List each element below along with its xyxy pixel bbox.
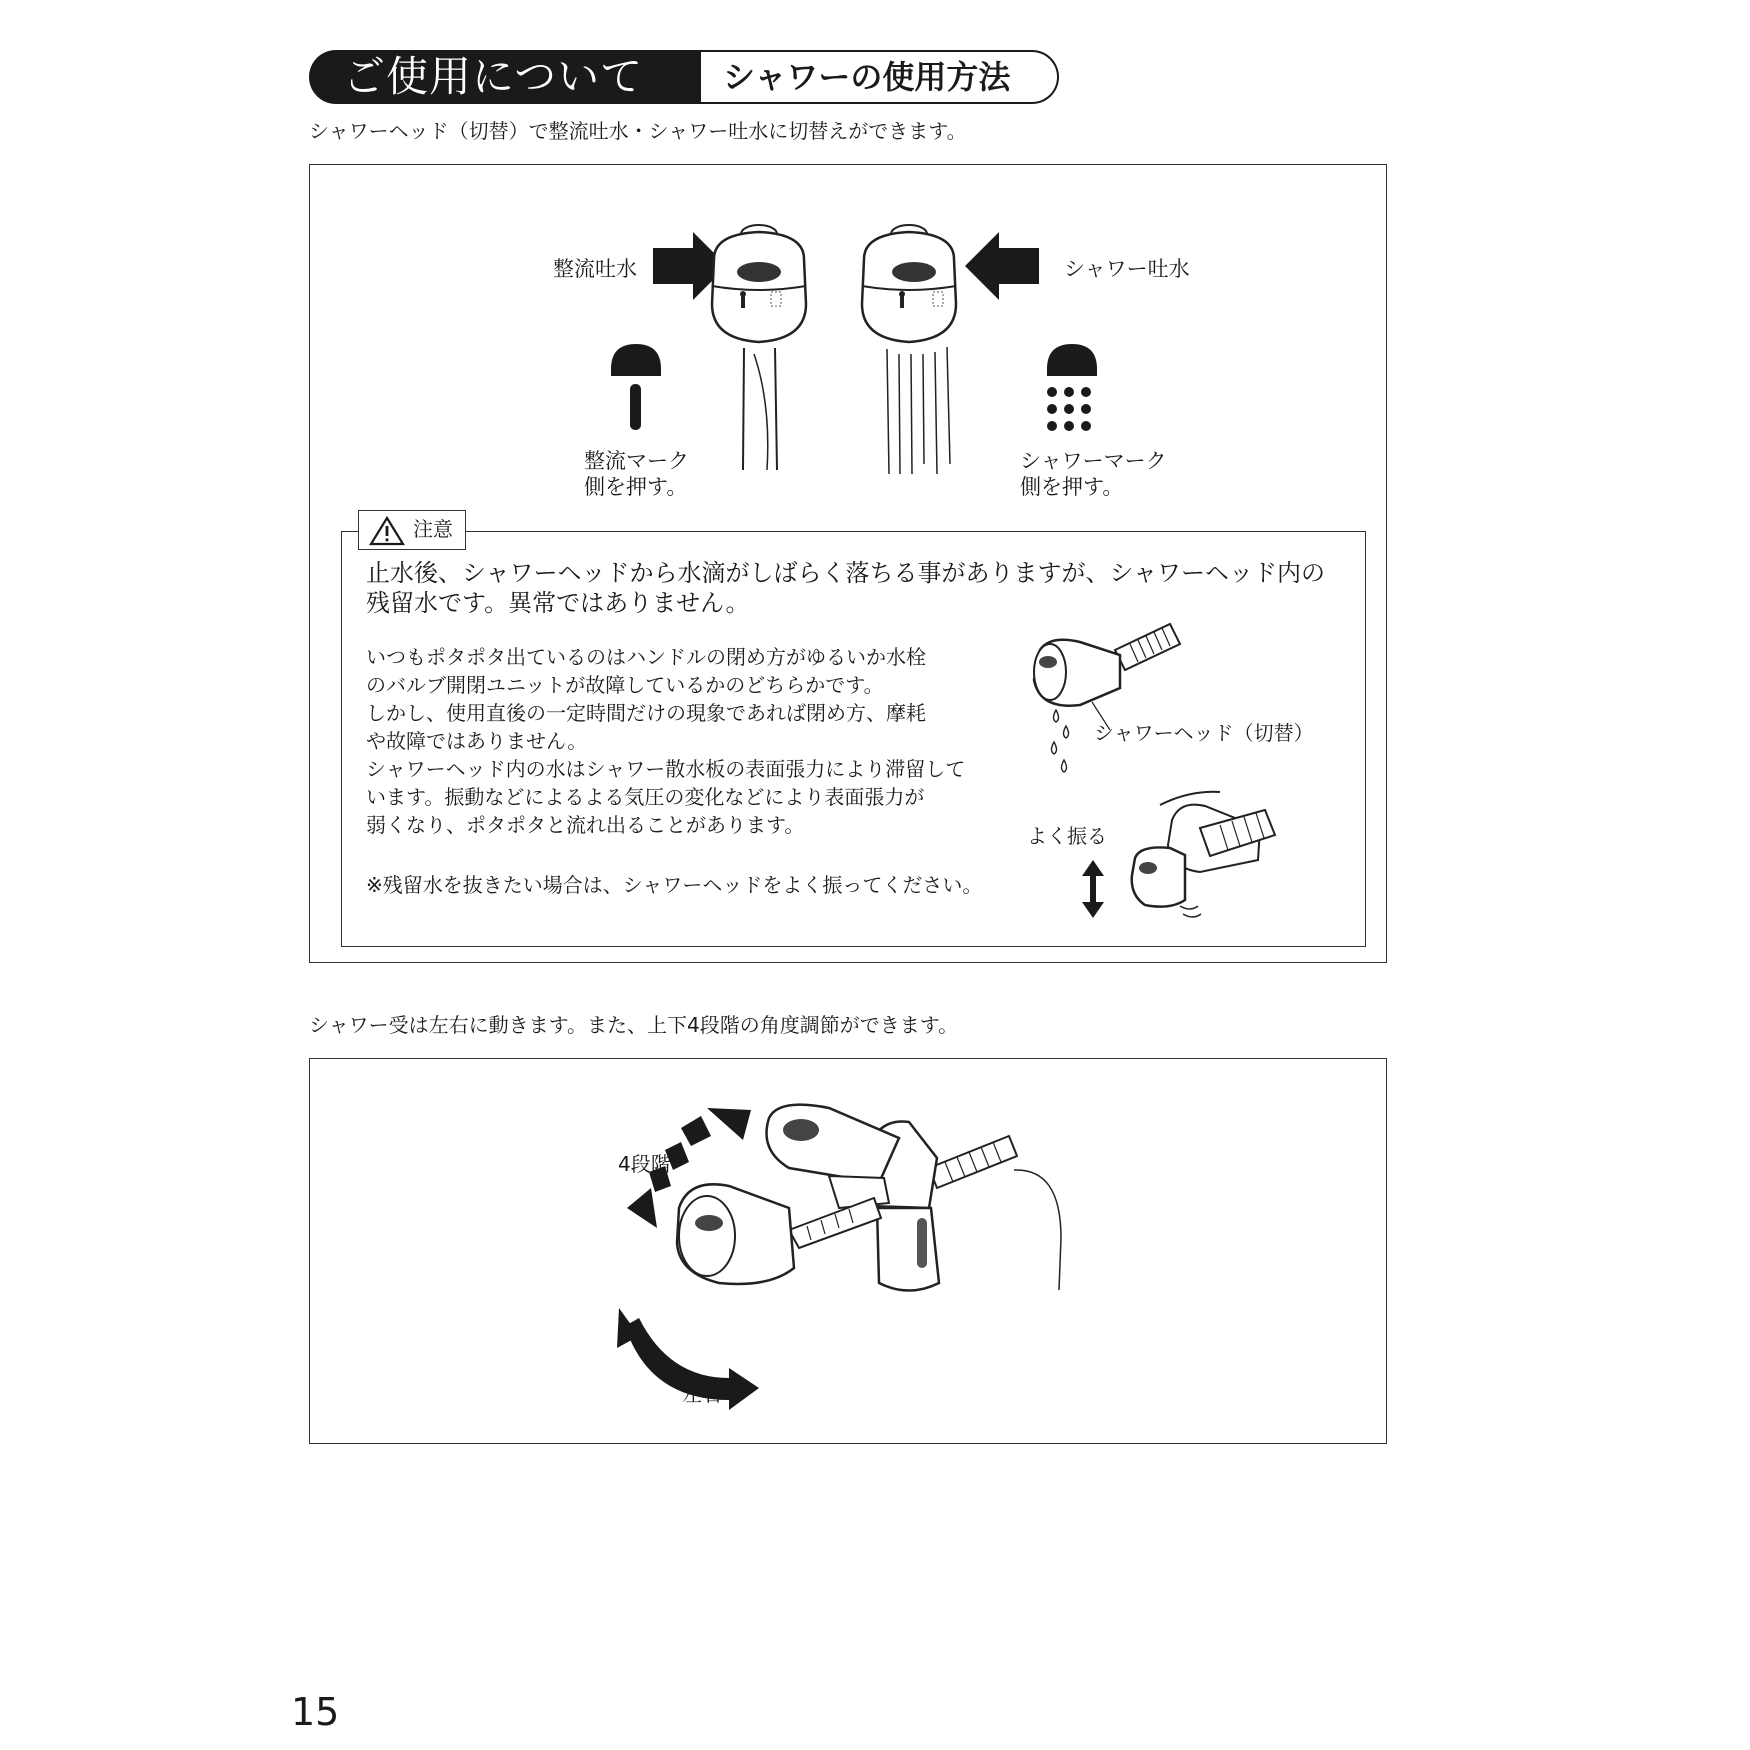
section-title: ご使用について [309, 50, 701, 104]
angle-adjust-illustration [309, 1058, 1387, 1444]
page-number: 15 [291, 1690, 340, 1734]
section-header [309, 50, 1059, 104]
caution-body-line: います。振動などによるよる気圧の変化などにより表面張力が [366, 785, 925, 809]
caution-tab [358, 510, 466, 550]
label-four-steps: 4段階 [618, 1152, 671, 1176]
caution-note: ※残留水を抜きたい場合は、シャワーヘッドをよく振ってください。 [366, 873, 983, 897]
straight-mode-head [712, 225, 806, 470]
caution-main-line-1: 止水後、シャワーヘッドから水滴がしばらく落ちる事がありますが、シャワーヘッド内の [366, 559, 1326, 587]
arrow-left-icon [965, 232, 1039, 300]
caution-body-line: や故障ではありません。 [366, 729, 588, 753]
intro-text-2: シャワー受は左右に動きます。また、上下4段階の角度調節ができます。 [309, 1013, 959, 1037]
label-left-right: 左右 [682, 1382, 722, 1406]
caution-body-line: シャワーヘッド内の水はシャワー散水板の表面張力により滞留して [366, 757, 966, 781]
label-shower-flow: シャワー吐水 [1064, 257, 1190, 281]
shower-mark-caption-1: シャワーマーク [1020, 449, 1167, 473]
caution-main-line-2: 残留水です。異常ではありません。 [366, 589, 750, 617]
caution-body-line: しかし、使用直後の一定時間だけの現象であれば閉め方、摩耗 [366, 701, 926, 725]
caution-body-line: のバルブ開閉ユニットが故障しているかのどちらかです。 [366, 673, 884, 697]
topic-title: シャワーの使用方法 [701, 50, 1059, 104]
caution-title: 注意 [413, 517, 453, 541]
caution-body [366, 643, 965, 839]
intro-text-1: シャワーヘッド（切替）で整流吐水・シャワー吐水に切替えができます。 [309, 119, 967, 143]
shake-label: よく振る [1027, 824, 1107, 848]
shower-mark-icon [1047, 344, 1097, 431]
shower-mode-illustration [309, 164, 1387, 504]
shower-head-label: シャワーヘッド（切替） [1094, 721, 1314, 745]
caution-body-line: いつもポタポタ出ているのはハンドルの閉め方がゆるいか水栓 [366, 645, 926, 669]
straight-mark-caption-2: 側を押す。 [584, 475, 688, 499]
shake-updown-arrow-icon [1082, 860, 1104, 918]
shower-mark-caption-2: 側を押す。 [1020, 475, 1124, 499]
caution-body-line: 弱くなり、ポタポタと流れ出ることがあります。 [366, 813, 805, 837]
label-straight-flow: 整流吐水 [553, 257, 637, 281]
straight-mark-caption-1: 整流マーク [584, 449, 689, 473]
warning-icon [369, 516, 405, 546]
shower-mode-head [862, 225, 956, 474]
straight-mark-icon [611, 344, 661, 430]
shower-head-drip-illustration [1020, 610, 1320, 930]
